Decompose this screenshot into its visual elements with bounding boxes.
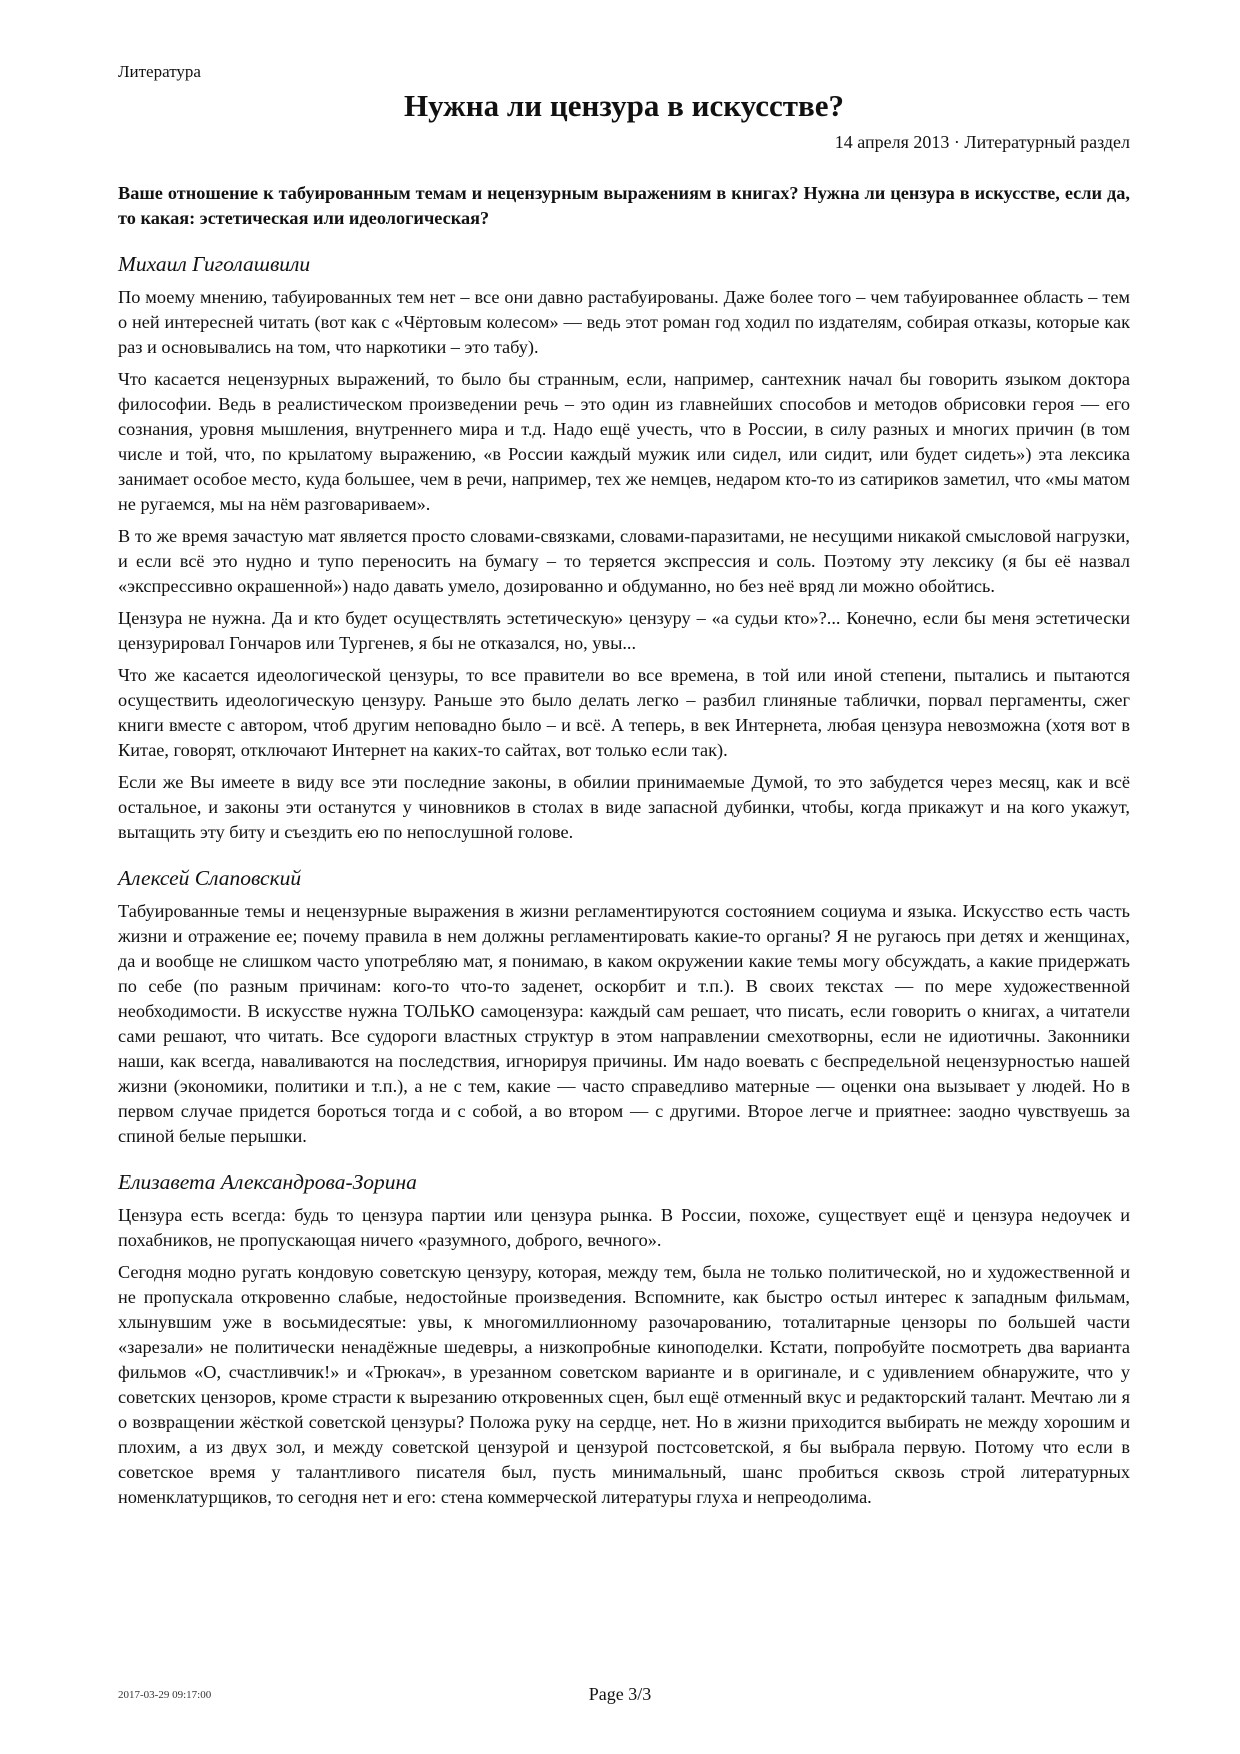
paragraph: Что же касается идеологической цензуры, то все правители во все времена, в той или иной степени, пытались и пытаются осуществить идеологическую цензуру. Раньше это было делать легко – разбил глиняные таблички, порвал пергаменты, сжег книги вместе с автором, чтоб другим неповадно было – и всё. А теперь, в век Интернета, любая цензура невозможна (хотя вот в Китае, говорят, отключают Интернет на каких-то сайтах, вот только если так). [118,665,1130,760]
section-label: Литература [118,62,201,81]
author-name: Михаил Гиголашвили [118,252,311,276]
paragraph: Если же Вы имеете в виду все эти последние законы, в обилии принимаемые Думой, то это забудется через месяц, как и всё остальное, и законы эти останутся у чиновников в столах в виде запасной дубинки, чтобы, когда прикажут и на кого укажут, вытащить эту биту и съездить ею по непослушной голове. [118,772,1130,842]
article [118,62,1130,1528]
lead-question: Ваше отношение к табуированным темам и нецензурным выражениям в книгах? Нужна ли цензура в искусстве, если да, то какая: эстетическая или идеологическая? [118,183,1130,228]
answer-block-1 [118,249,1130,845]
paragraph: По моему мнению, табуированных тем нет – все они давно растабуированы. Даже более того – чем табуированнее область – тем о ней интересней читать (вот как с «Чёртовым колесом» — ведь этот роман год ходил по издателям, собирая отказы, которые как раз и основывались на том, что наркотики – это табу). [118,287,1130,357]
paragraph: Цензура не нужна. Да и кто будет осуществлять эстетическую» цензуру – «а судьи кто»?... Конечно, если бы меня эстетически цензурировал Гончаров или Тургенев, я бы не отказался, но, увы... [118,608,1130,653]
paragraph: В то же время зачастую мат является просто словами-связками, словами-паразитами, не несущими никакой смысловой нагрузки, и если всё это нудно и тупо переносить на бумагу – то теряется экспрессия и соль. Поэтому эту лексику (я бы её назвал «экспрессивно окрашенной») надо давать умело, дозированно и обдуманно, но без неё вряд ли можно обойтись. [118,526,1130,596]
print-timestamp: 2017-03-29 09:17:00 [118,1689,212,1701]
author-name: Алексей Слаповский [118,866,302,890]
article-meta: 14 апреля 2013 · Литературный раздел [834,132,1130,152]
paragraph: Что касается нецензурных выражений, то было бы странным, если, например, сантехник начал бы говорить языком доктора философии. Ведь в реалистическом произведении речь – это один из главнейших способов и методов обрисовки героя — его сознания, уровня мышления, внутреннего мира и т.д. Надо ещё учесть, что в России, в силу разных и многих причин (в том числе и той, что, по крылатому выражению, «в России каждый мужик или сидел, или сидит, или будет сидеть») эта лексика занимает особое место, куда большее, чем в речи, например, тех же немцев, недаром кто-то из сатириков заметил, что «мы матом не ругаемся, мы на нём разговариваем». [118,369,1130,514]
answer-block-3 [118,1167,1130,1510]
paragraph: Сегодня модно ругать кондовую советскую цензуру, которая, между тем, была не только политической, но и художественной и не пропускала откровенно слабые, недостойные произведения. Вспомните, как быстро остыл интерес к западным фильмам, хлынувшим уже в восьмидесятые: увы, к многомиллионному разочарованию, тоталитарные цензоры по большей части «зарезали» не политически ненадёжные шедевры, а низкопробные киноподелки. Кстати, попробуйте посмотреть два варианта фильмов «О, счастливчик!» и «Трюкач», в урезанном советском варианте и в оригинале, и с удивлением обнаружите, что у советских цензоров, кроме страсти к вырезанию откровенных сцен, был ещё отменный вкус и редакторский талант. Мечтаю ли я о возвращении жёсткой советской цензуры? Положа руку на сердце, нет. Но в жизни приходится выбирать не между хорошим и плохим, а из двух зол, и между советской цензурой и цензурой постсоветской, я бы выбрала первую. Потому что если в советское время у талантливого писателя был, пусть минимальный, шанс пробиться сквозь строй литературных номенклатурщиков, то сегодня нет и его: стена коммерческой литературы глуха и непреодолима. [118,1262,1130,1507]
paragraph: Цензура есть всегда: будь то цензура партии или цензура рынка. В России, похоже, существует ещё и цензура недоучек и похабников, не пропускающая ничего «разумного, доброго, вечного». [118,1205,1130,1250]
answer-block-2 [118,863,1130,1149]
page-number: Page 3/3 [588,1684,652,1704]
page-title: Нужна ли цензура в искусстве? [404,88,844,123]
paragraph: Табуированные темы и нецензурные выражения в жизни регламентируются состоянием социума и языка. Искусство есть часть жизни и отражение ее; почему правила в нем должны регламентировать какие-то органы? Я не ругаюсь при детях и женщинах, да и вообще не слишком часто употребляю мат, я понимаю, в каком окружении какие темы могу обсуждать, а какие придержать по себе (по разным причинам: кого-то что-то заденет, оскорбит и т.п.). В своих текстах — по мере художественной необходимости. В искусстве нужна ТОЛЬКО самоцензура: каждый сам решает, что писать, если говорить о книгах, а читатели сами решают, что читать. Все судороги властных структур в этом направлении смехотворны, если не идиотичны. Законники наши, как всегда, наваливаются на последствия, игнорируя причины. Им надо воевать с беспредельной нецензурностью нашей жизни (экономики, политики и т.п.), а не с тем, какие — часто справедливо матерные — оценки она вызывает у людей. Но в первом случае придется бороться тогда и с собой, а во втором — с другими. Второе легче и приятнее: заодно чувствуешь за спиной белые перышки. [118,901,1130,1146]
author-name: Елизавета Александрова-Зорина [118,1170,417,1194]
